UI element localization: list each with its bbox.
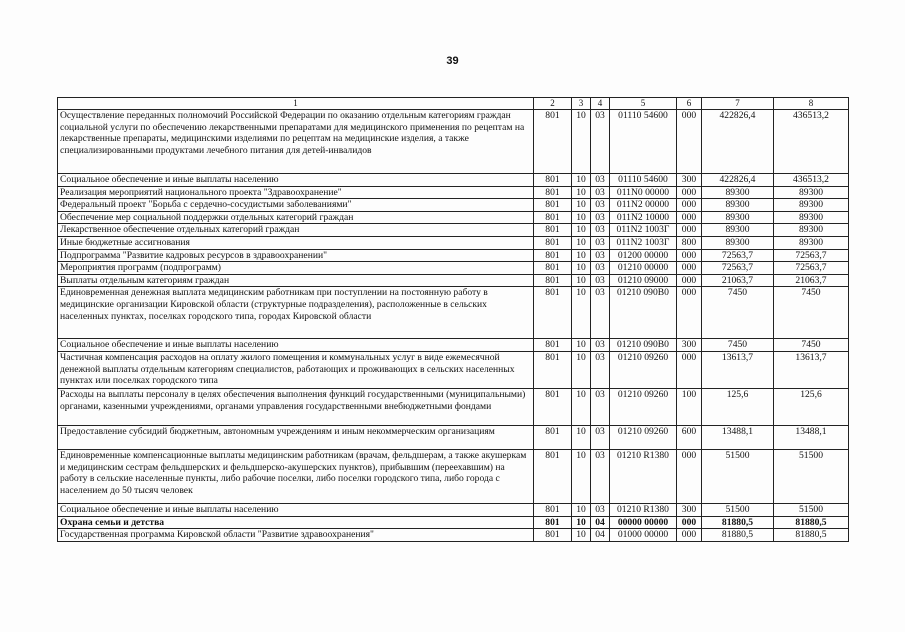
target-article-code: 011N2 1003Г bbox=[610, 224, 677, 237]
department-code: 801 bbox=[534, 503, 572, 516]
section-code: 10 bbox=[572, 186, 591, 199]
subsection-code: 03 bbox=[591, 224, 610, 237]
department-code: 801 bbox=[534, 224, 572, 237]
target-article-code: 01210 R1380 bbox=[610, 449, 677, 503]
target-article-code: 01210 09260 bbox=[610, 351, 677, 388]
amount-year-2: 81880,5 bbox=[774, 516, 849, 529]
section-code: 10 bbox=[572, 388, 591, 425]
budget-table bbox=[57, 97, 849, 542]
subsection-code: 03 bbox=[591, 236, 610, 249]
header-cell: 8 bbox=[774, 98, 849, 110]
row-description: Единовременные компенсационные выплаты медицинским работникам (врачам, фельдшерам, а также акушеркам и медицинским сестрам фельдшерских и фельдшерско-акушерских пунктов), прибывшим (переехавшим) на работу в сельские населенные пункты, либо рабочие поселки, либо поселки городского типа, либо города с населением до 50 тысяч человек bbox=[58, 449, 534, 503]
subsection-code: 03 bbox=[591, 110, 610, 174]
target-article-code: 011N2 1003Г bbox=[610, 236, 677, 249]
section-code: 10 bbox=[572, 529, 591, 542]
row-description: Реализация мероприятий национального проекта "Здравоохранение" bbox=[58, 186, 534, 199]
amount-year-1: 21063,7 bbox=[702, 274, 774, 287]
table-row bbox=[58, 249, 849, 262]
expense-type-code: 100 bbox=[677, 388, 702, 425]
target-article-code: 01210 090В0 bbox=[610, 287, 677, 339]
amount-year-1: 7450 bbox=[702, 287, 774, 339]
amount-year-2: 89300 bbox=[774, 199, 849, 212]
amount-year-1: 51500 bbox=[702, 449, 774, 503]
amount-year-2: 125,6 bbox=[774, 388, 849, 425]
row-description: Иные бюджетные ассигнования bbox=[58, 236, 534, 249]
target-article-code: 01200 00000 bbox=[610, 249, 677, 262]
target-article-code: 01210 R1380 bbox=[610, 503, 677, 516]
table-row bbox=[58, 449, 849, 503]
target-article-code: 01000 00000 bbox=[610, 529, 677, 542]
department-code: 801 bbox=[534, 388, 572, 425]
target-article-code: 01110 54600 bbox=[610, 174, 677, 187]
target-article-code: 00000 00000 bbox=[610, 516, 677, 529]
budget-table-container bbox=[57, 97, 849, 542]
department-code: 801 bbox=[534, 249, 572, 262]
amount-year-2: 436513,2 bbox=[774, 174, 849, 187]
header-cell: 5 bbox=[610, 98, 677, 110]
row-description: Федеральный проект "Борьба с сердечно-сосудистыми заболеваниями" bbox=[58, 199, 534, 212]
table-row bbox=[58, 110, 849, 174]
amount-year-1: 81880,5 bbox=[702, 529, 774, 542]
header-cell: 2 bbox=[534, 98, 572, 110]
table-header-row bbox=[58, 98, 849, 110]
subsection-code: 03 bbox=[591, 351, 610, 388]
subsection-code: 03 bbox=[591, 262, 610, 275]
section-code: 10 bbox=[572, 262, 591, 275]
amount-year-2: 21063,7 bbox=[774, 274, 849, 287]
expense-type-code: 000 bbox=[677, 186, 702, 199]
target-article-code: 01110 54600 bbox=[610, 110, 677, 174]
header-cell: 4 bbox=[591, 98, 610, 110]
expense-type-code: 000 bbox=[677, 211, 702, 224]
section-code: 10 bbox=[572, 174, 591, 187]
expense-type-code: 000 bbox=[677, 224, 702, 237]
department-code: 801 bbox=[534, 287, 572, 339]
amount-year-1: 89300 bbox=[702, 199, 774, 212]
expense-type-code: 000 bbox=[677, 449, 702, 503]
target-article-code: 011N2 00000 bbox=[610, 199, 677, 212]
row-description: Лекарственное обеспечение отдельных категорий граждан bbox=[58, 224, 534, 237]
section-code: 10 bbox=[572, 339, 591, 352]
row-description: Обеспечение мер социальной поддержки отдельных категорий граждан bbox=[58, 211, 534, 224]
amount-year-1: 89300 bbox=[702, 186, 774, 199]
amount-year-1: 13488,1 bbox=[702, 425, 774, 449]
expense-type-code: 000 bbox=[677, 110, 702, 174]
department-code: 801 bbox=[534, 274, 572, 287]
expense-type-code: 000 bbox=[677, 274, 702, 287]
row-description: Выплаты отдельным категориям граждан bbox=[58, 274, 534, 287]
table-row bbox=[58, 351, 849, 388]
header-cell: 6 bbox=[677, 98, 702, 110]
amount-year-1: 422826,4 bbox=[702, 110, 774, 174]
expense-type-code: 600 bbox=[677, 425, 702, 449]
table-row bbox=[58, 199, 849, 212]
section-code: 10 bbox=[572, 224, 591, 237]
amount-year-1: 89300 bbox=[702, 211, 774, 224]
expense-type-code: 000 bbox=[677, 351, 702, 388]
subsection-code: 03 bbox=[591, 425, 610, 449]
expense-type-code: 000 bbox=[677, 287, 702, 339]
section-code: 10 bbox=[572, 211, 591, 224]
subsection-code: 03 bbox=[591, 388, 610, 425]
table-row bbox=[58, 503, 849, 516]
row-description: Расходы на выплаты персоналу в целях обеспечения выполнения функций государственными (муниципальными) органами, казенными учреждениями, органами управления государственными внебюджетными фондами bbox=[58, 388, 534, 425]
row-description: Единовременная денежная выплата медицинским работникам при поступлении на постоянную работу в медицинские организации Кировской области (структурные подразделения), расположенные в сельских населенных пунктах, поселках городского типа, городах Кировской области bbox=[58, 287, 534, 339]
department-code: 801 bbox=[534, 529, 572, 542]
amount-year-1: 51500 bbox=[702, 503, 774, 516]
subsection-code: 03 bbox=[591, 274, 610, 287]
table-row bbox=[58, 388, 849, 425]
section-code: 10 bbox=[572, 351, 591, 388]
amount-year-2: 72563,7 bbox=[774, 262, 849, 275]
target-article-code: 01210 09260 bbox=[610, 388, 677, 425]
amount-year-2: 7450 bbox=[774, 287, 849, 339]
subsection-code: 04 bbox=[591, 516, 610, 529]
amount-year-1: 7450 bbox=[702, 339, 774, 352]
table-row bbox=[58, 186, 849, 199]
target-article-code: 01210 00000 bbox=[610, 262, 677, 275]
section-code: 10 bbox=[572, 199, 591, 212]
amount-year-2: 89300 bbox=[774, 224, 849, 237]
section-code: 10 bbox=[572, 449, 591, 503]
table-row bbox=[58, 516, 849, 529]
amount-year-2: 89300 bbox=[774, 186, 849, 199]
expense-type-code: 300 bbox=[677, 339, 702, 352]
target-article-code: 011N2 10000 bbox=[610, 211, 677, 224]
expense-type-code: 800 bbox=[677, 236, 702, 249]
table-row bbox=[58, 224, 849, 237]
table-row bbox=[58, 174, 849, 187]
amount-year-2: 72563,7 bbox=[774, 249, 849, 262]
section-code: 10 bbox=[572, 503, 591, 516]
target-article-code: 01210 09260 bbox=[610, 425, 677, 449]
department-code: 801 bbox=[534, 174, 572, 187]
subsection-code: 03 bbox=[591, 211, 610, 224]
row-description: Частичная компенсация расходов на оплату жилого помещения и коммунальных услуг в виде ежемесячной денежной выплаты отдельным категориям специалистов, работающих и проживающих в сельских населенных пунктах или поселках городского типа bbox=[58, 351, 534, 388]
header-cell: 7 bbox=[702, 98, 774, 110]
department-code: 801 bbox=[534, 262, 572, 275]
section-code: 10 bbox=[572, 287, 591, 339]
amount-year-1: 72563,7 bbox=[702, 262, 774, 275]
expense-type-code: 000 bbox=[677, 516, 702, 529]
amount-year-1: 89300 bbox=[702, 224, 774, 237]
row-description: Социальное обеспечение и иные выплаты населению bbox=[58, 174, 534, 187]
subsection-code: 03 bbox=[591, 339, 610, 352]
section-code: 10 bbox=[572, 274, 591, 287]
department-code: 801 bbox=[534, 339, 572, 352]
target-article-code: 011N0 00000 bbox=[610, 186, 677, 199]
expense-type-code: 000 bbox=[677, 529, 702, 542]
subsection-code: 03 bbox=[591, 503, 610, 516]
subsection-code: 03 bbox=[591, 186, 610, 199]
section-code: 10 bbox=[572, 516, 591, 529]
department-code: 801 bbox=[534, 351, 572, 388]
department-code: 801 bbox=[534, 425, 572, 449]
amount-year-1: 81880,5 bbox=[702, 516, 774, 529]
section-code: 10 bbox=[572, 425, 591, 449]
subsection-code: 03 bbox=[591, 449, 610, 503]
row-description: Социальное обеспечение и иные выплаты населению bbox=[58, 339, 534, 352]
expense-type-code: 000 bbox=[677, 199, 702, 212]
amount-year-2: 13488,1 bbox=[774, 425, 849, 449]
row-description: Государственная программа Кировской области "Развитие здравоохранения" bbox=[58, 529, 534, 542]
amount-year-2: 81880,5 bbox=[774, 529, 849, 542]
amount-year-2: 51500 bbox=[774, 503, 849, 516]
row-description: Социальное обеспечение и иные выплаты населению bbox=[58, 503, 534, 516]
department-code: 801 bbox=[534, 449, 572, 503]
table-row bbox=[58, 274, 849, 287]
department-code: 801 bbox=[534, 199, 572, 212]
header-cell: 1 bbox=[58, 98, 534, 110]
amount-year-2: 7450 bbox=[774, 339, 849, 352]
page-number: 39 bbox=[446, 55, 459, 67]
section-code: 10 bbox=[572, 236, 591, 249]
table-row bbox=[58, 262, 849, 275]
subsection-code: 03 bbox=[591, 174, 610, 187]
amount-year-2: 436513,2 bbox=[774, 110, 849, 174]
table-row bbox=[58, 236, 849, 249]
table-row bbox=[58, 287, 849, 339]
subsection-code: 03 bbox=[591, 199, 610, 212]
amount-year-2: 89300 bbox=[774, 236, 849, 249]
row-description: Подпрограмма "Развитие кадровых ресурсов в здравоохранении" bbox=[58, 249, 534, 262]
section-code: 10 bbox=[572, 110, 591, 174]
amount-year-1: 125,6 bbox=[702, 388, 774, 425]
table-row bbox=[58, 425, 849, 449]
amount-year-2: 13613,7 bbox=[774, 351, 849, 388]
row-description: Осуществление переданных полномочий Российской Федерации по оказанию отдельным категориям граждан социальной услуги по обеспечению лекарственными препаратами для медицинского применения по рецептам на лекарственные препараты, медицинскими изделиями по рецептам на медицинские изделия, а также специализированными продуктами лечебного питания для детей-инвалидов bbox=[58, 110, 534, 174]
amount-year-2: 89300 bbox=[774, 211, 849, 224]
expense-type-code: 000 bbox=[677, 262, 702, 275]
row-description: Предоставление субсидий бюджетным, автономным учреждениям и иным некоммерческим организациям bbox=[58, 425, 534, 449]
expense-type-code: 000 bbox=[677, 249, 702, 262]
department-code: 801 bbox=[534, 516, 572, 529]
target-article-code: 01210 090В0 bbox=[610, 339, 677, 352]
section-code: 10 bbox=[572, 249, 591, 262]
amount-year-1: 89300 bbox=[702, 236, 774, 249]
table-row bbox=[58, 339, 849, 352]
subsection-code: 03 bbox=[591, 287, 610, 339]
row-description: Охрана семьи и детства bbox=[58, 516, 534, 529]
expense-type-code: 300 bbox=[677, 174, 702, 187]
target-article-code: 01210 09000 bbox=[610, 274, 677, 287]
table-row bbox=[58, 211, 849, 224]
department-code: 801 bbox=[534, 211, 572, 224]
amount-year-2: 51500 bbox=[774, 449, 849, 503]
row-description: Мероприятия программ (подпрограмм) bbox=[58, 262, 534, 275]
expense-type-code: 300 bbox=[677, 503, 702, 516]
department-code: 801 bbox=[534, 110, 572, 174]
department-code: 801 bbox=[534, 236, 572, 249]
table-row bbox=[58, 529, 849, 542]
amount-year-1: 72563,7 bbox=[702, 249, 774, 262]
header-cell: 3 bbox=[572, 98, 591, 110]
amount-year-1: 13613,7 bbox=[702, 351, 774, 388]
amount-year-1: 422826,4 bbox=[702, 174, 774, 187]
subsection-code: 04 bbox=[591, 529, 610, 542]
subsection-code: 03 bbox=[591, 249, 610, 262]
department-code: 801 bbox=[534, 186, 572, 199]
